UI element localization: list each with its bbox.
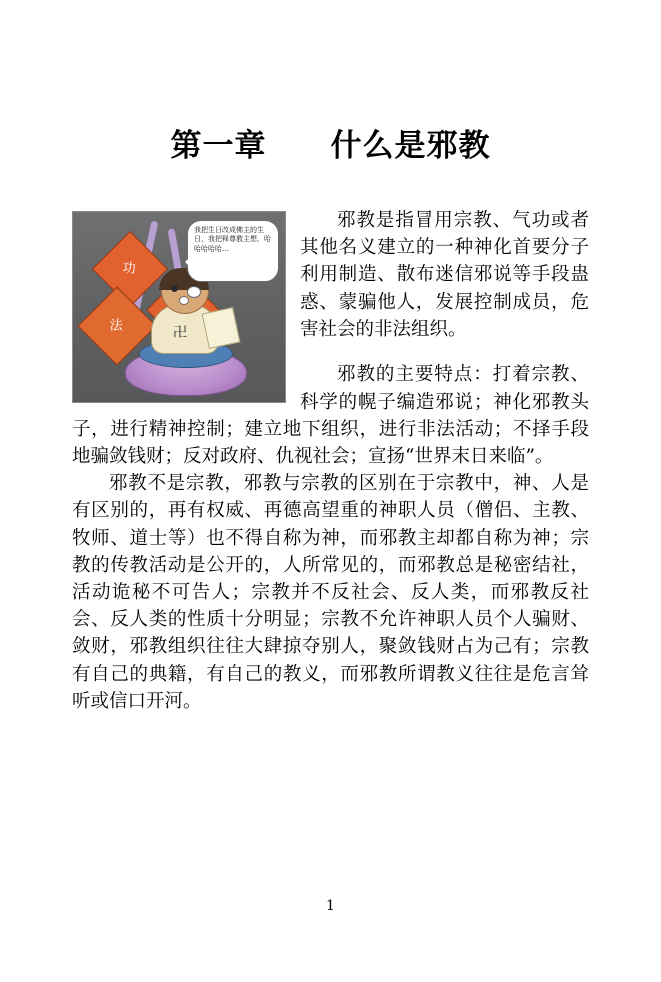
swastika-icon: 卍 (173, 325, 187, 342)
paragraph-3: 邪教不是宗教，邪教与宗教的区别在于宗教中，神、人是有区别的，再有权威、再德高望重的神职人员（僧侣、主教、牧师、道士等）也不得自称为神，而邪教主却都自称为神；宗教的传教活动是公开的，人所常见的，而邪教总是秘密结社，活动诡秘不可告人；宗教并不反社会、反人类，而邪教反社会、反人类的性质十分明显；宗教不允许神职人员个人骗财、敛财，邪教组织往往大肆掠夺别人，聚敛钱财占为己有；宗教有自己的典籍，有自己的教义，而邪教所谓教义往往是危言耸听或信口开河。 (72, 473, 589, 712)
paragraph-1: 邪教是指冒用宗教、气功或者其他名义建立的一种神化首要分子利用制造、散布迷信邪说等手段蛊惑、蒙骗他人，发展控制成员，危害社会的非法组织。 (300, 210, 589, 340)
page-title: 第一章 什么是邪教 (170, 128, 491, 164)
page-number: 1 (326, 898, 335, 914)
page-body (72, 207, 589, 715)
kite-label: 功 (122, 261, 136, 277)
kite-label: 法 (109, 318, 123, 334)
paragraph-2: 邪教的主要特点：打着宗教、科学的幌子编造邪说；神化邪教头子，进行精神控制；建立地下组织，进行非法活动；不择手段地骗敛钱财；反对政府、仇视社会；宣扬“世界末日来临”。 (72, 364, 589, 467)
speech-bubble: 我把生日改成佛主的生日，我把释尊教主想，哈哈哈哈哈… (187, 220, 279, 282)
speech-bubble-dot (187, 286, 201, 298)
chapter-illustration (72, 211, 286, 403)
figure-eye (171, 285, 178, 292)
speech-bubble-dot (179, 296, 189, 305)
